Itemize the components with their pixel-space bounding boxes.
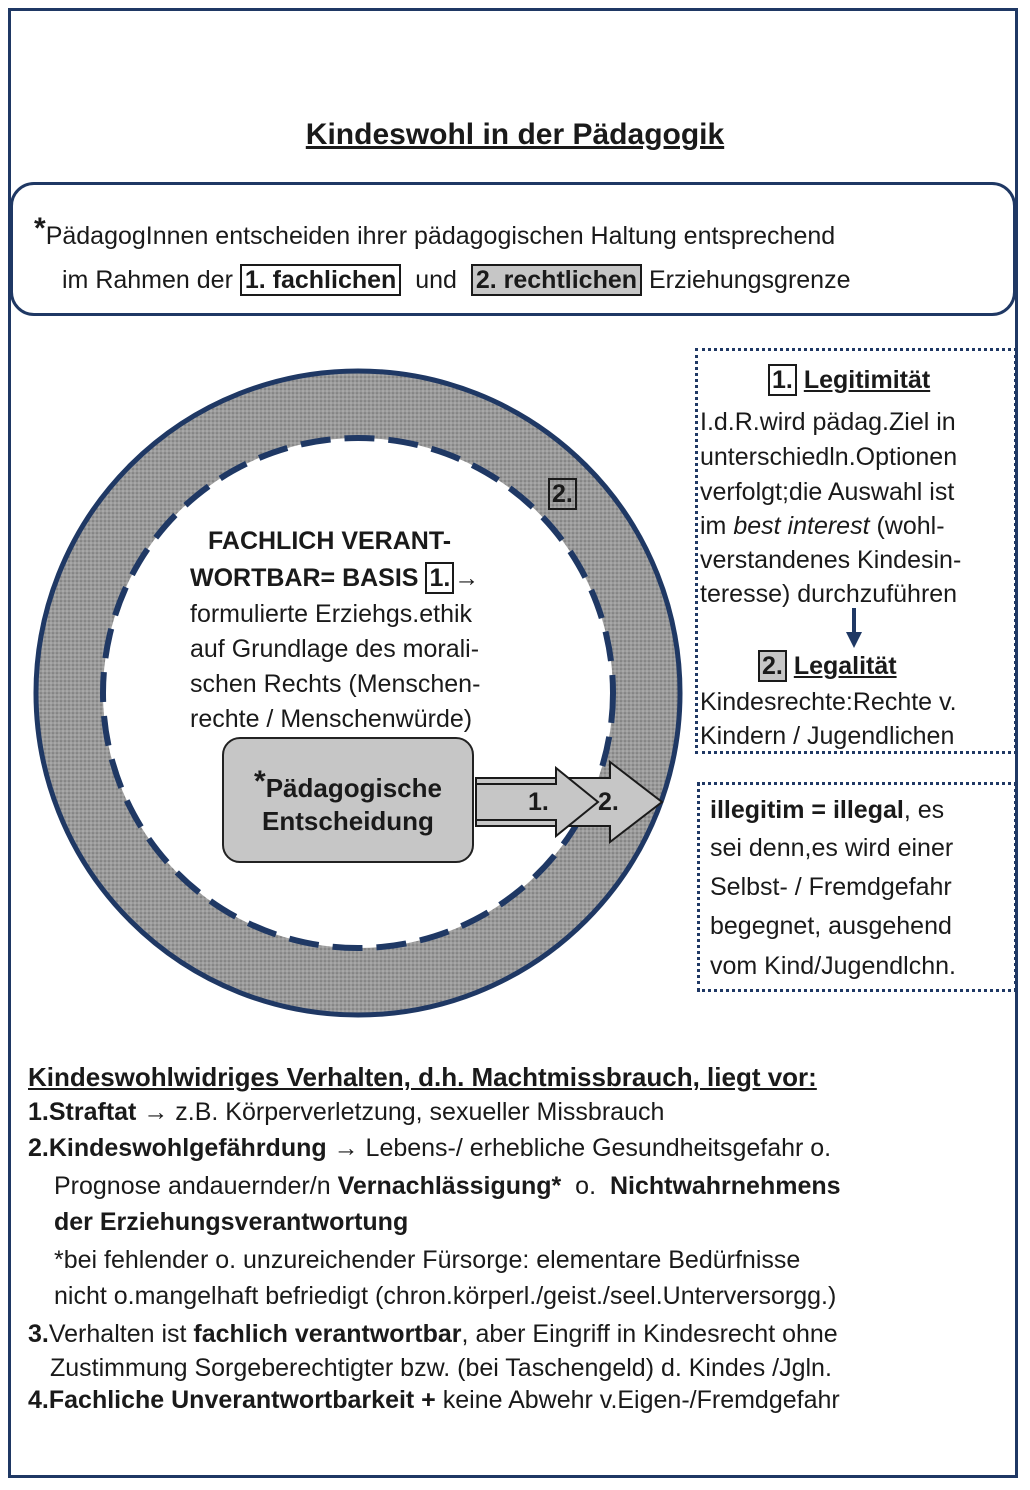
- basis-num: 1.: [425, 562, 454, 594]
- arrow-2-label: 2.: [598, 788, 619, 816]
- item-3-line-2: Zustimmung Sorgeberechtigter bzw. (bei Taschengeld) d. Kindes /Jgln.: [50, 1354, 832, 1382]
- intro-text-2c: Erziehungsgrenze: [648, 266, 851, 294]
- intro-text-2b: und: [415, 266, 457, 294]
- decision-box: [222, 737, 474, 863]
- item-2-note-1: *bei fehlender o. unzureichender Fürsorge: elementare Bedürfnisse: [54, 1246, 801, 1274]
- legitimacy-line-1: I.d.R.wird pädag.Ziel in: [700, 408, 956, 436]
- circle-line-1: formulierte Erziehgs.ethik: [190, 600, 473, 628]
- item-2-line-2: Prognose andauernder/n Vernachlässigung* o. Nichtwahrnehmens: [54, 1172, 841, 1200]
- illegitim-line-1: illegitim = illegal, es: [710, 796, 945, 824]
- arrow-1-label: 1.: [528, 788, 549, 816]
- item-2-line-3: der Erziehungsverantwortung: [54, 1208, 409, 1236]
- illegitim-line-2: sei denn,es wird einer: [710, 834, 954, 862]
- legitimacy-title: 1. Legitimität: [768, 366, 930, 395]
- legitimacy-line-3: verfolgt;die Auswahl ist: [700, 478, 955, 506]
- legitimacy-line-5: verstandenes Kindesin-: [700, 546, 962, 574]
- legitimacy-line-6: teresse) durchzuführen: [700, 580, 958, 608]
- illegitim-line-5: vom Kind/Jugendlchn.: [710, 952, 956, 980]
- item-2-line-1: 2.Kindeswohlgefährdung → Lebens-/ erhebliche Gesundheitsgefahr o.: [28, 1134, 832, 1162]
- item-1: 1.Straftat → z.B. Körperverletzung, sexueller Missbrauch: [28, 1098, 665, 1126]
- legality-title: 2. Legalität: [758, 652, 897, 681]
- item-2-note-2: nicht o.mangelhaft befriedigt (chron.körperl./geist./seel.Unterversorgg.): [54, 1282, 837, 1310]
- circle-line-3: schen Rechts (Menschen-: [190, 670, 481, 698]
- page-title: Kindeswohl in der Pädagogik: [305, 118, 725, 151]
- legitimacy-line-4: im best interest (wohl-: [700, 512, 945, 540]
- item-3-line-1: 3.Verhalten ist fachlich verantwortbar, aber Eingriff in Kindesrecht ohne: [28, 1320, 838, 1348]
- ring-label: 2.: [548, 480, 577, 509]
- circle-line-2: auf Grundlage des morali-: [190, 635, 480, 663]
- circle-heading-2: WORTBAR= BASIS 1. →: [190, 564, 480, 592]
- intro-star: *: [34, 212, 46, 245]
- decision-line-2: Entscheidung: [262, 806, 434, 836]
- legality-line-2: Kindern / Jugendlichen: [700, 722, 955, 750]
- illegitim-line-3: Selbst- / Fremdgefahr: [710, 873, 952, 901]
- rechtlich-box: 2. rechtlichen: [471, 264, 642, 296]
- bottom-heading: Kindeswohlwidriges Verhalten, d.h. Machtmissbrauch, liegt vor:: [28, 1062, 817, 1092]
- illegitim-line-4: begegnet, ausgehend: [710, 912, 952, 940]
- circle-heading-1: FACHLICH VERANT-: [208, 527, 452, 555]
- legality-line-1: Kindesrechte:Rechte v.: [700, 688, 957, 716]
- decision-line-1: *Pädagogische: [254, 765, 442, 803]
- intro-text-2a: im Rahmen der: [62, 266, 233, 294]
- circle-line-4: rechte / Menschenwürde): [190, 705, 473, 733]
- item-4: 4.Fachliche Unverantwortbarkeit + keine Abwehr v.Eigen-/Fremdgefahr: [28, 1386, 840, 1414]
- legitimacy-line-2: unterschiedln.Optionen: [700, 443, 958, 471]
- fachlich-box: 1. fachlichen: [240, 264, 401, 296]
- intro-text-1: PädagogInnen entscheiden ihrer pädagogischen Haltung entsprechend: [45, 222, 836, 250]
